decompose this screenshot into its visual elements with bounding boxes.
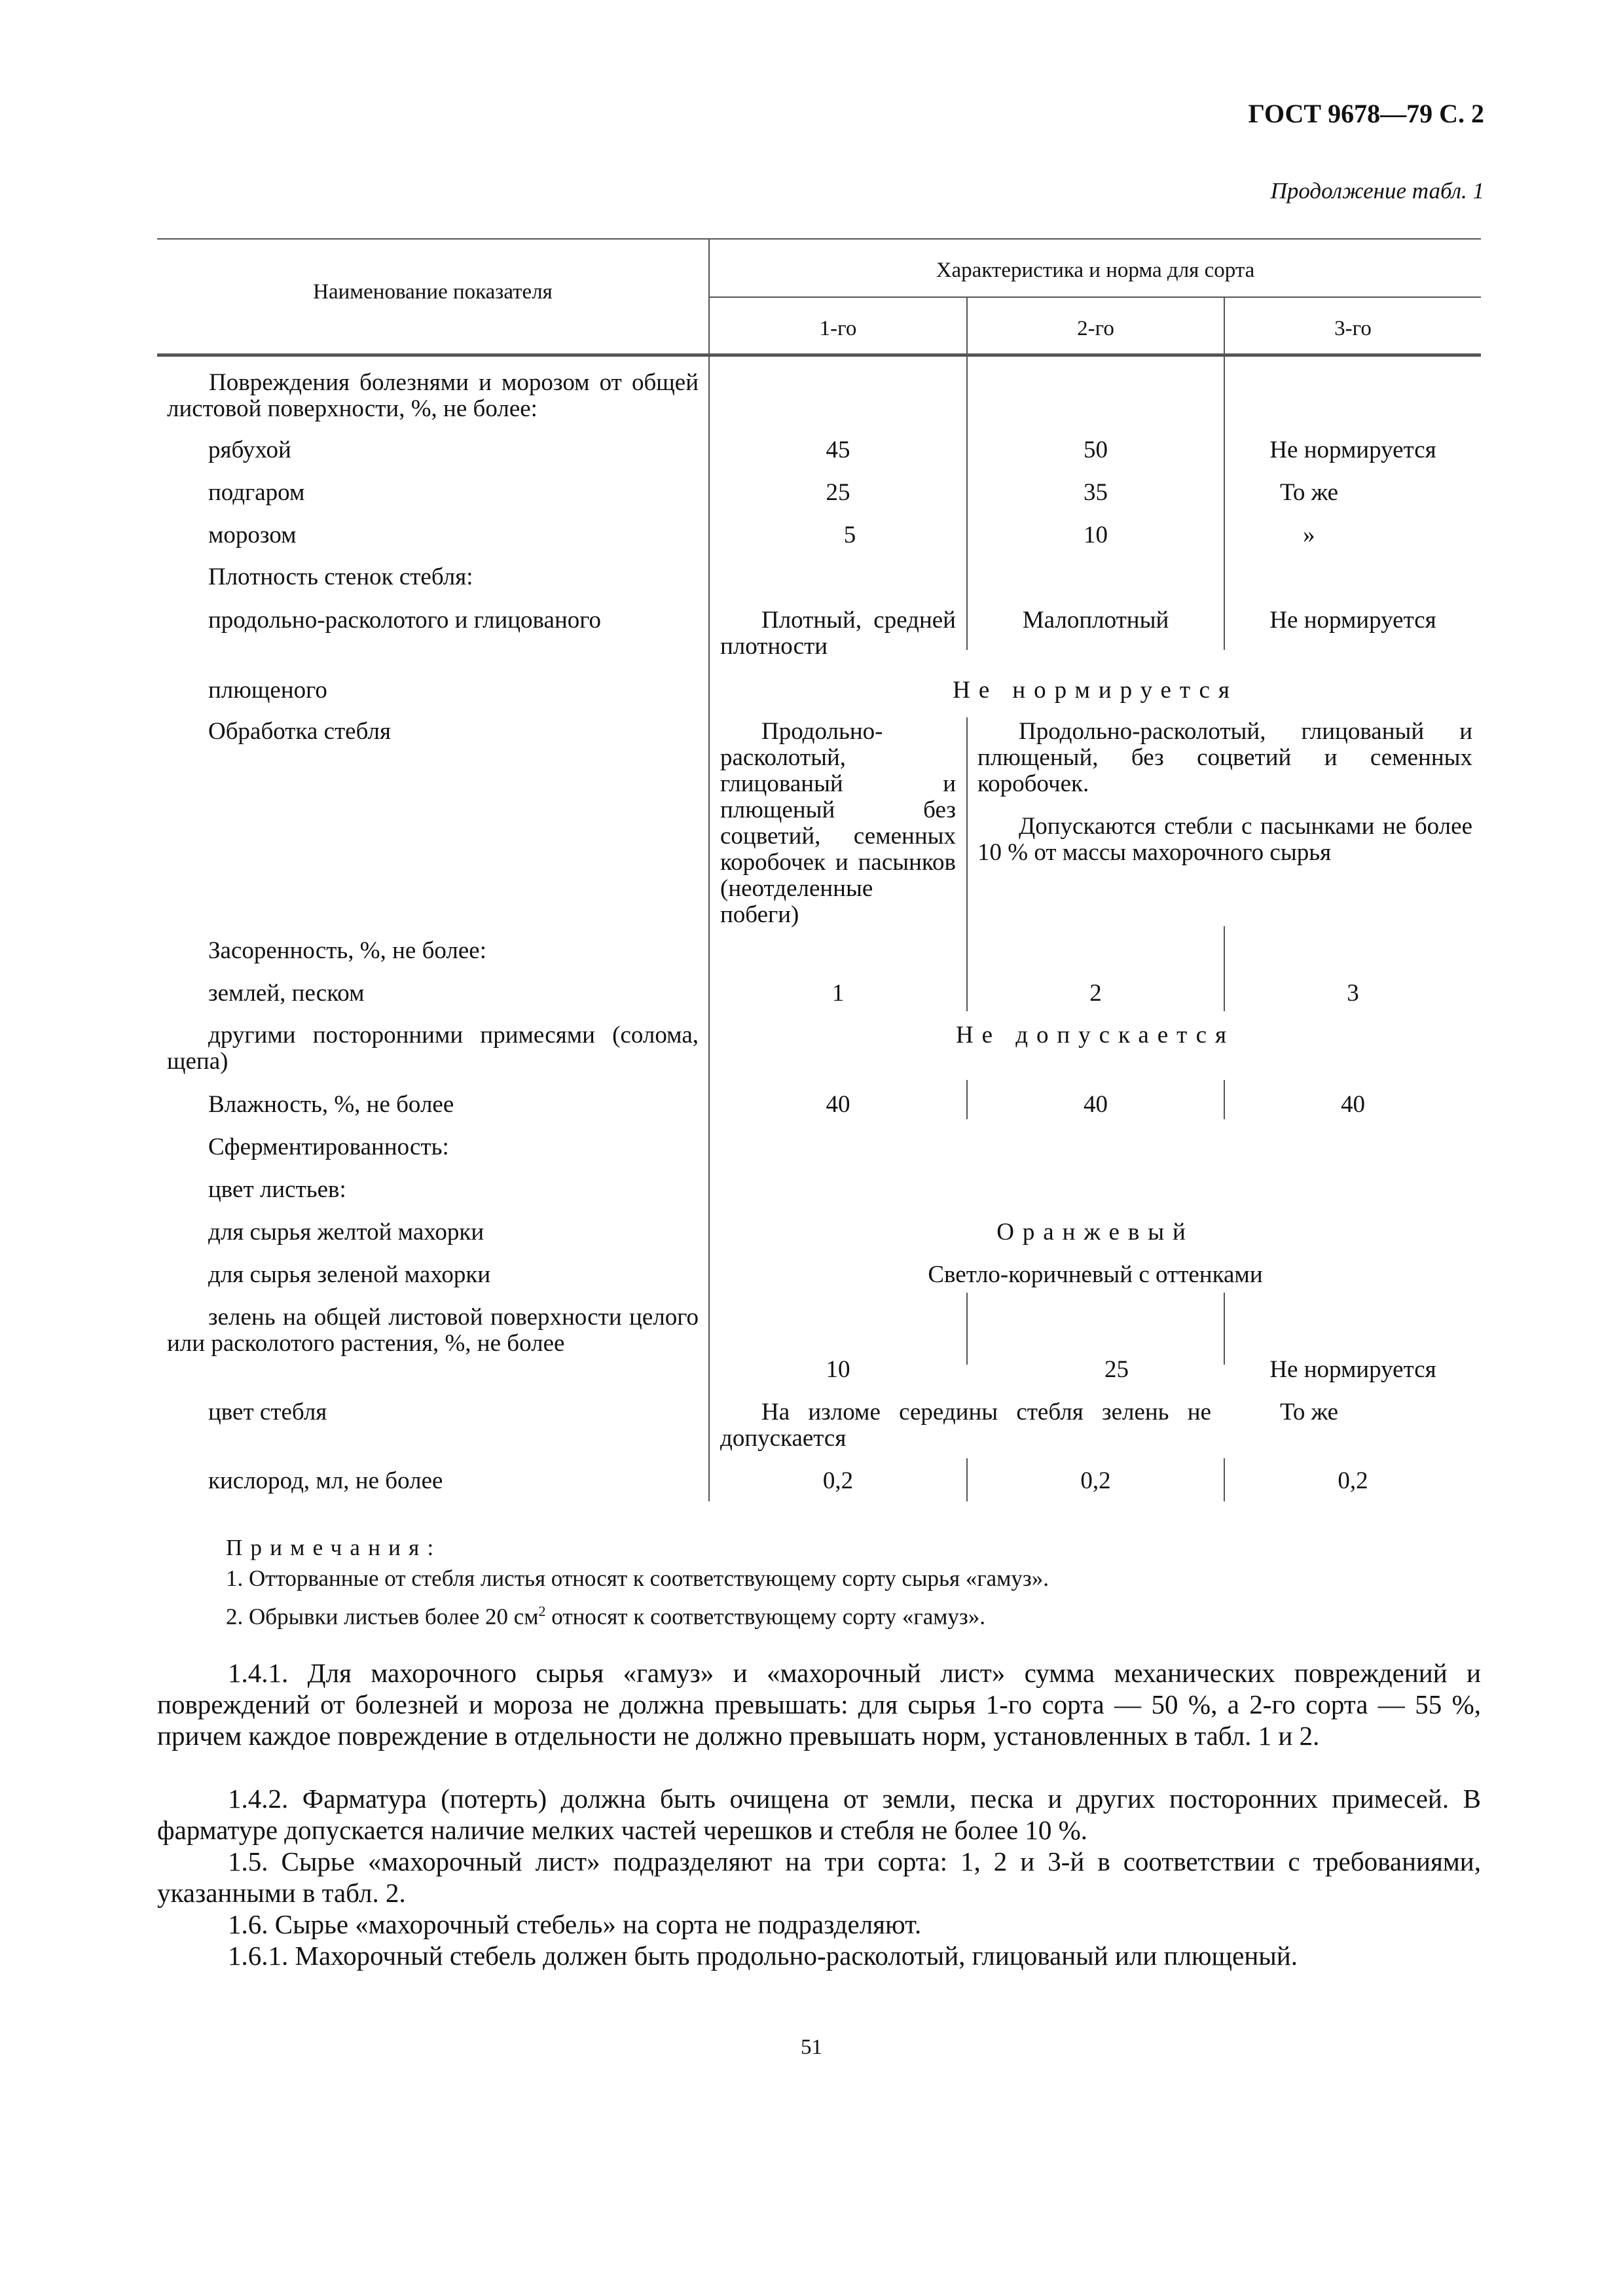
value-ryabukha-1: 45 [826, 437, 850, 463]
value-greenness-2: 25 [1104, 1356, 1129, 1383]
row-label-oxygen: кислород, мл, не более [208, 1467, 443, 1494]
row-label-density: Плотность стенок стебля: [208, 564, 473, 590]
value-stem-color-3: То же [1280, 1399, 1339, 1426]
value-moroz-2: 10 [1084, 522, 1108, 548]
value-split-1: Плотный, средней плотности [720, 607, 956, 660]
header-grade-3: 3-го [1334, 317, 1372, 340]
value-greenness-3: Не нормируется [1269, 1356, 1436, 1383]
header-parameter: Наименование показателя [313, 280, 553, 304]
note-2-text: 2. Обрывки листьев более 20 см [226, 1604, 539, 1630]
value-soil-3: 3 [1347, 980, 1359, 1007]
page-number: 51 [801, 2036, 822, 2059]
value-podgar-2: 35 [1084, 479, 1108, 506]
table-col-divider-2 [1224, 1293, 1225, 1365]
value-processing-2-3-b: Допускаются стебли с пасынками не более 10 % от массы махорочного сырья [977, 813, 1472, 866]
value-oxygen-1: 0,2 [822, 1467, 854, 1494]
value-oxygen-3: 0,2 [1338, 1467, 1368, 1494]
row-label-moroz: морозом [208, 522, 297, 548]
table-col-divider-1 [966, 296, 968, 650]
row-label-moisture: Влажность, %, не более [208, 1091, 454, 1118]
row-label-yellow-makhorka: для сырья желтой махорки [208, 1219, 484, 1246]
value-moisture-3: 40 [1341, 1091, 1365, 1118]
row-label-stem-color: цвет стебля [208, 1399, 327, 1426]
value-split-3: Не нормируется [1269, 607, 1436, 634]
note-2-text-end: относят к соответствующему сорту «гамуз». [545, 1604, 986, 1630]
row-label-green-makhorka: для сырья зеленой махорки [208, 1261, 491, 1288]
table-col-divider-2 [1224, 296, 1225, 650]
paragraph-1-5: 1.5. Сырье «махорочный лист» подразделяют на три сорта: 1, 2 и 3-й в соответствии с требованиями, указанными в табл. 2. [157, 1846, 1481, 1908]
row-label-podgar: подгаром [208, 479, 305, 506]
header-grade-2: 2-го [1077, 317, 1114, 340]
value-moroz-3: » [1303, 522, 1315, 548]
value-moroz-1: 5 [843, 522, 856, 548]
value-oxygen-2: 0,2 [1080, 1467, 1111, 1494]
paragraph-1-4-2: 1.4.2. Фарматура (потерть) должна быть очищена от земли, песка и других посторонних примесей. В фарматуре допускается наличие мелких частей черешков и стебля не более 10 %. [157, 1784, 1481, 1845]
value-soil-2: 2 [1089, 980, 1102, 1007]
table-col-divider-main [708, 238, 710, 1501]
value-green-makhorka-all: Светло-коричневый с оттенками [928, 1261, 1263, 1288]
paragraph-1-6-1: 1.6.1. Махорочный стебель должен быть продольно-расколотый, глицованый или плющеный. [228, 1941, 1298, 1971]
table-subheader-rule [709, 296, 1481, 298]
document-code: ГОСТ 9678—79 С. 2 [1248, 99, 1484, 128]
row-label-split-stem: продольно-расколотого и глицованого [208, 607, 602, 634]
value-stem-color-1-2: На изломе середины стебля зелень не допускается [720, 1399, 1211, 1452]
value-processing-1: Продольно-расколотый, глицованый и плющеный без соцветий, семенных коробочек и пасынков (неотделенные побеги) [720, 718, 956, 928]
table-col-divider-1 [966, 1293, 968, 1365]
row-label-processing: Обработка стебля [208, 718, 391, 745]
value-moisture-2: 40 [1084, 1091, 1108, 1118]
notes-title: Примечания: [226, 1535, 442, 1560]
value-yellow-makhorka-all: Оранжевый [996, 1219, 1194, 1246]
note-2-superscript: 2 [538, 1603, 546, 1619]
row-label-damage: Повреждения болезнями и морозом от общей листовой поверхности, %, не более: [167, 369, 699, 422]
table-top-rule [157, 238, 1481, 240]
value-ryabukha-2: 50 [1084, 437, 1108, 463]
row-label-fermentation: Сферментированность: [208, 1134, 449, 1160]
paragraph-1-6: 1.6. Сырье «махорочный стебель» на сорта не подразделяют. [228, 1909, 922, 1939]
row-label-leaf-color: цвет листьев: [208, 1176, 346, 1203]
value-split-2: Малоплотный [1022, 607, 1169, 634]
header-grade-group: Характеристика и норма для сорта [936, 259, 1255, 282]
row-label-flat-stem: плющеного [208, 677, 327, 704]
value-greenness-1: 10 [826, 1356, 850, 1383]
row-label-contamination: Засоренность, %, не более: [208, 937, 487, 964]
row-label-soil: землей, песком [208, 980, 365, 1007]
value-moisture-1: 40 [826, 1091, 850, 1118]
table-header-bottom-rule [157, 353, 1481, 357]
row-label-greenness: зелень на общей листовой поверхности целого или расколотого растения, %, не более [167, 1304, 699, 1357]
row-label-other-impurities: другими посторонними примесями (солома, щепа) [167, 1022, 699, 1075]
note-2 [226, 1598, 985, 1630]
value-ryabukha-3: Не нормируется [1269, 437, 1436, 463]
value-podgar-3: То же [1280, 479, 1339, 506]
value-other-impurities-all: Не допускается [955, 1022, 1235, 1049]
value-flat-all: Не нормируется [953, 677, 1238, 704]
value-soil-1: 1 [831, 980, 845, 1007]
header-grade-1: 1-го [819, 317, 857, 340]
row-label-ryabukha: рябухой [208, 437, 291, 463]
paragraph-1-4-1: 1.4.1. Для махорочного сырья «гамуз» и «махорочный лист» сумма механических повреждений и повреждений от болезней и мороза не должна превышать: для сырья 1-го сорта — 50 %, а 2-го сорта — 55 %, причем каждое повреждение в отдельности не должно превышать норм, установленных в табл. 1 и 2. [157, 1658, 1481, 1751]
table-continuation-label: Продолжение табл. 1 [1270, 178, 1484, 204]
note-1: 1. Отторванные от стебля листья относят к соответствующему сорту сырья «гамуз». [226, 1566, 1049, 1591]
value-processing-2-3-a: Продольно-расколотый, глицованый и плющеный, без соцветий и семенных коробочек. [977, 718, 1472, 797]
value-podgar-1: 25 [826, 479, 850, 506]
